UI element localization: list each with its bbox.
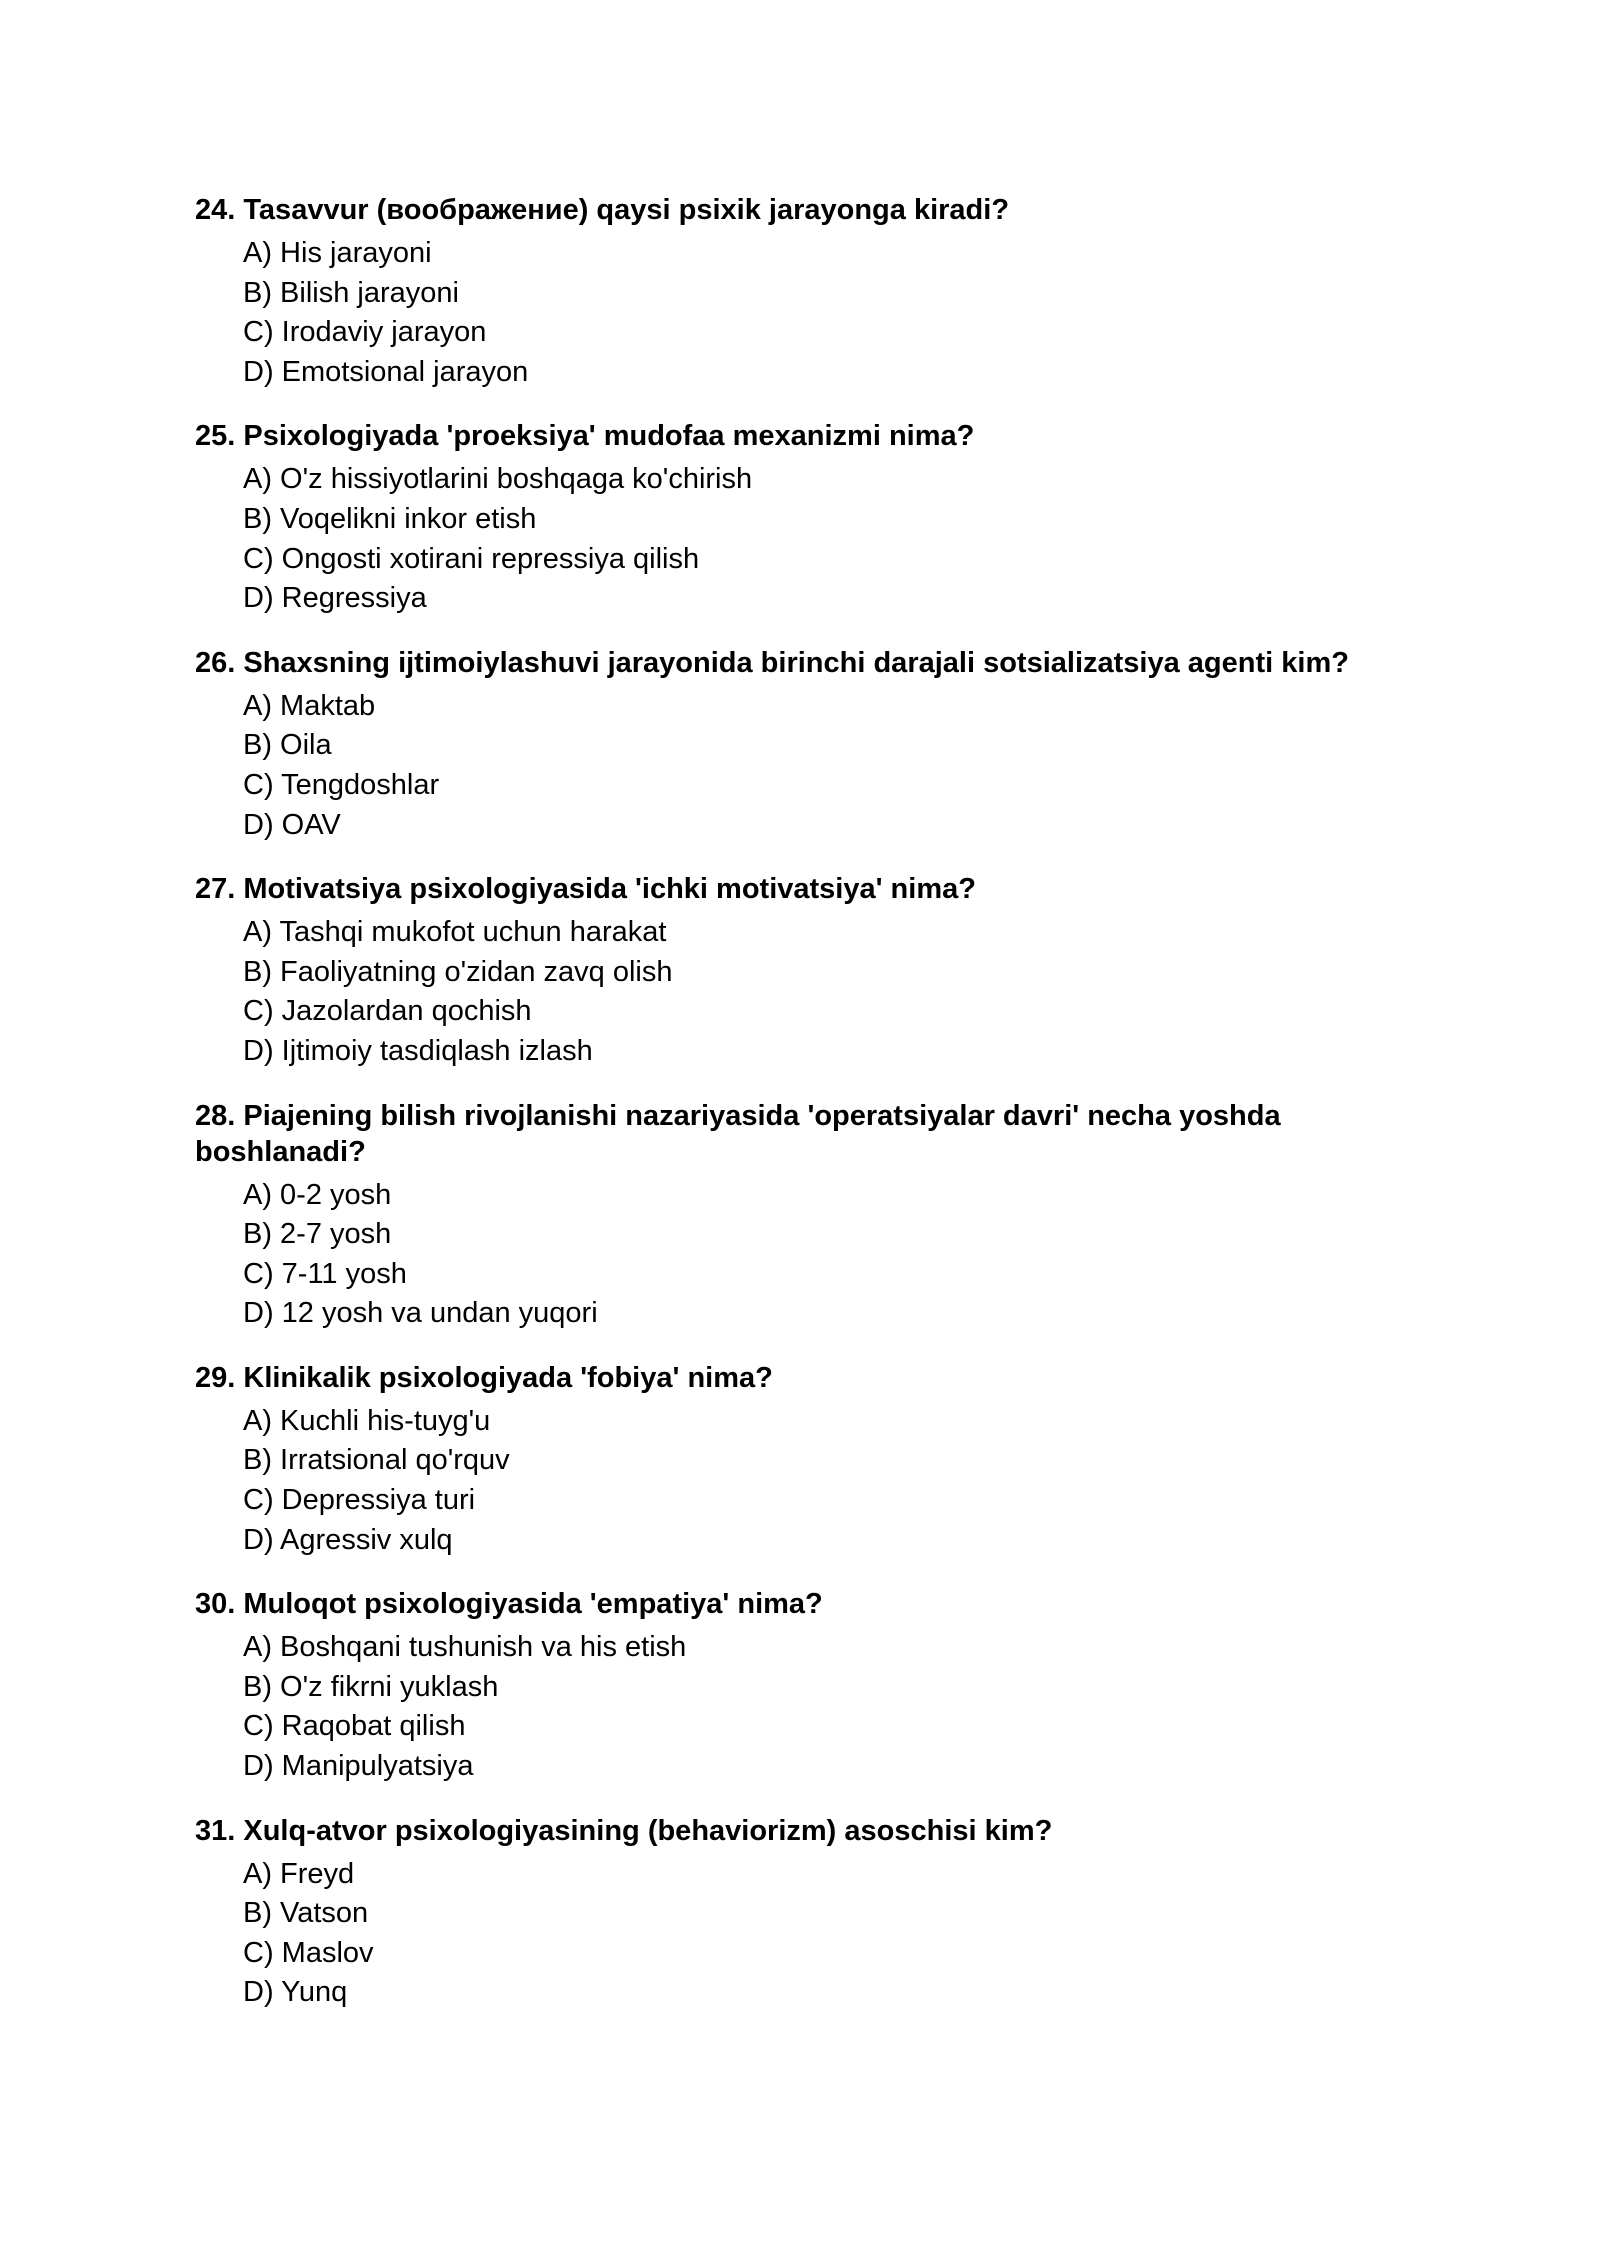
- option-c: C) Irodaviy jarayon: [243, 316, 487, 349]
- option-b: B) O'z fikrni yuklash: [243, 1670, 499, 1703]
- question-text: 25. Psixologiyada 'proeksiya' mudofaa mexanizmi nima?: [195, 420, 975, 453]
- question-30: [195, 1586, 1415, 1786]
- option-a: A) Boshqani tushunish va his etish: [243, 1631, 687, 1664]
- option-d: D) Ijtimoiy tasdiqlash izlash: [243, 1034, 593, 1067]
- option-d: D) 12 yosh va undan yuqori: [243, 1297, 598, 1330]
- option-b: B) Oila: [243, 729, 332, 762]
- question-26: [195, 645, 1415, 845]
- question-list: [195, 192, 1415, 2039]
- option-b: B) Irratsional qo'rquv: [243, 1444, 510, 1477]
- option-c: C) Depressiya turi: [243, 1484, 476, 1517]
- option-d: D) Yunq: [243, 1976, 348, 2009]
- question-24: [195, 192, 1415, 392]
- question-text: 24. Tasavvur (воображение) qaysi psixik jarayonga kiradi?: [195, 194, 1010, 226]
- question-25: [195, 418, 1415, 618]
- question-27: [195, 871, 1415, 1071]
- option-c: C) 7-11 yosh: [243, 1257, 407, 1290]
- option-a: A) 0-2 yosh: [243, 1178, 392, 1211]
- option-d: D) Agressiv xulq: [243, 1523, 453, 1556]
- option-a: A) Kuchli his-tuyg'u: [243, 1404, 491, 1437]
- option-c: C) Ongosti xotirani repressiya qilish: [243, 542, 700, 575]
- option-b: B) Faoliyatning o'zidan zavq olish: [243, 955, 673, 988]
- option-c: C) Maslov: [243, 1936, 374, 1969]
- question-31: [195, 1813, 1415, 2013]
- question-text: 31. Xulq-atvor psixologiyasining (behaviorizm) asoschisi kim?: [195, 1814, 1053, 1847]
- option-c: C) Raqobat qilish: [243, 1710, 466, 1743]
- option-a: A) Freyd: [243, 1857, 355, 1890]
- option-a: A) O'z hissiyotlarini boshqaga ko'chirish: [243, 463, 753, 496]
- question-text: 29. Klinikalik psixologiyada 'fobiya' nima?: [195, 1361, 773, 1394]
- option-a: A) Maktab: [243, 689, 376, 722]
- question-text: 28. Piajening bilish rivojlanishi nazariyasida 'operatsiyalar davri' necha yoshda boshlanadi?: [195, 1099, 1281, 1168]
- option-b: B) 2-7 yosh: [243, 1218, 392, 1251]
- question-text: 27. Motivatsiya psixologiyasida 'ichki motivatsiya' nima?: [195, 873, 976, 906]
- option-b: B) Vatson: [243, 1897, 369, 1930]
- option-b: B) Voqelikni inkor etish: [243, 502, 537, 535]
- option-c: C) Jazolardan qochish: [243, 995, 532, 1028]
- option-d: D) OAV: [243, 808, 341, 841]
- option-d: D) Emotsional jarayon: [243, 355, 529, 388]
- option-d: D) Regressiya: [243, 582, 427, 615]
- option-a: A) Tashqi mukofot uchun harakat: [243, 916, 667, 949]
- question-text: 26. Shaxsning ijtimoiylashuvi jarayonida birinchi darajali sotsializatsiya agenti kim?: [195, 646, 1349, 679]
- option-c: C) Tengdoshlar: [243, 768, 440, 801]
- option-b: B) Bilish jarayoni: [243, 276, 459, 309]
- option-a: A) His jarayoni: [243, 237, 432, 269]
- question-text: 30. Muloqot psixologiyasida 'empatiya' nima?: [195, 1588, 823, 1621]
- question-28: [195, 1098, 1415, 1334]
- question-29: [195, 1360, 1415, 1560]
- option-d: D) Manipulyatsiya: [243, 1750, 474, 1783]
